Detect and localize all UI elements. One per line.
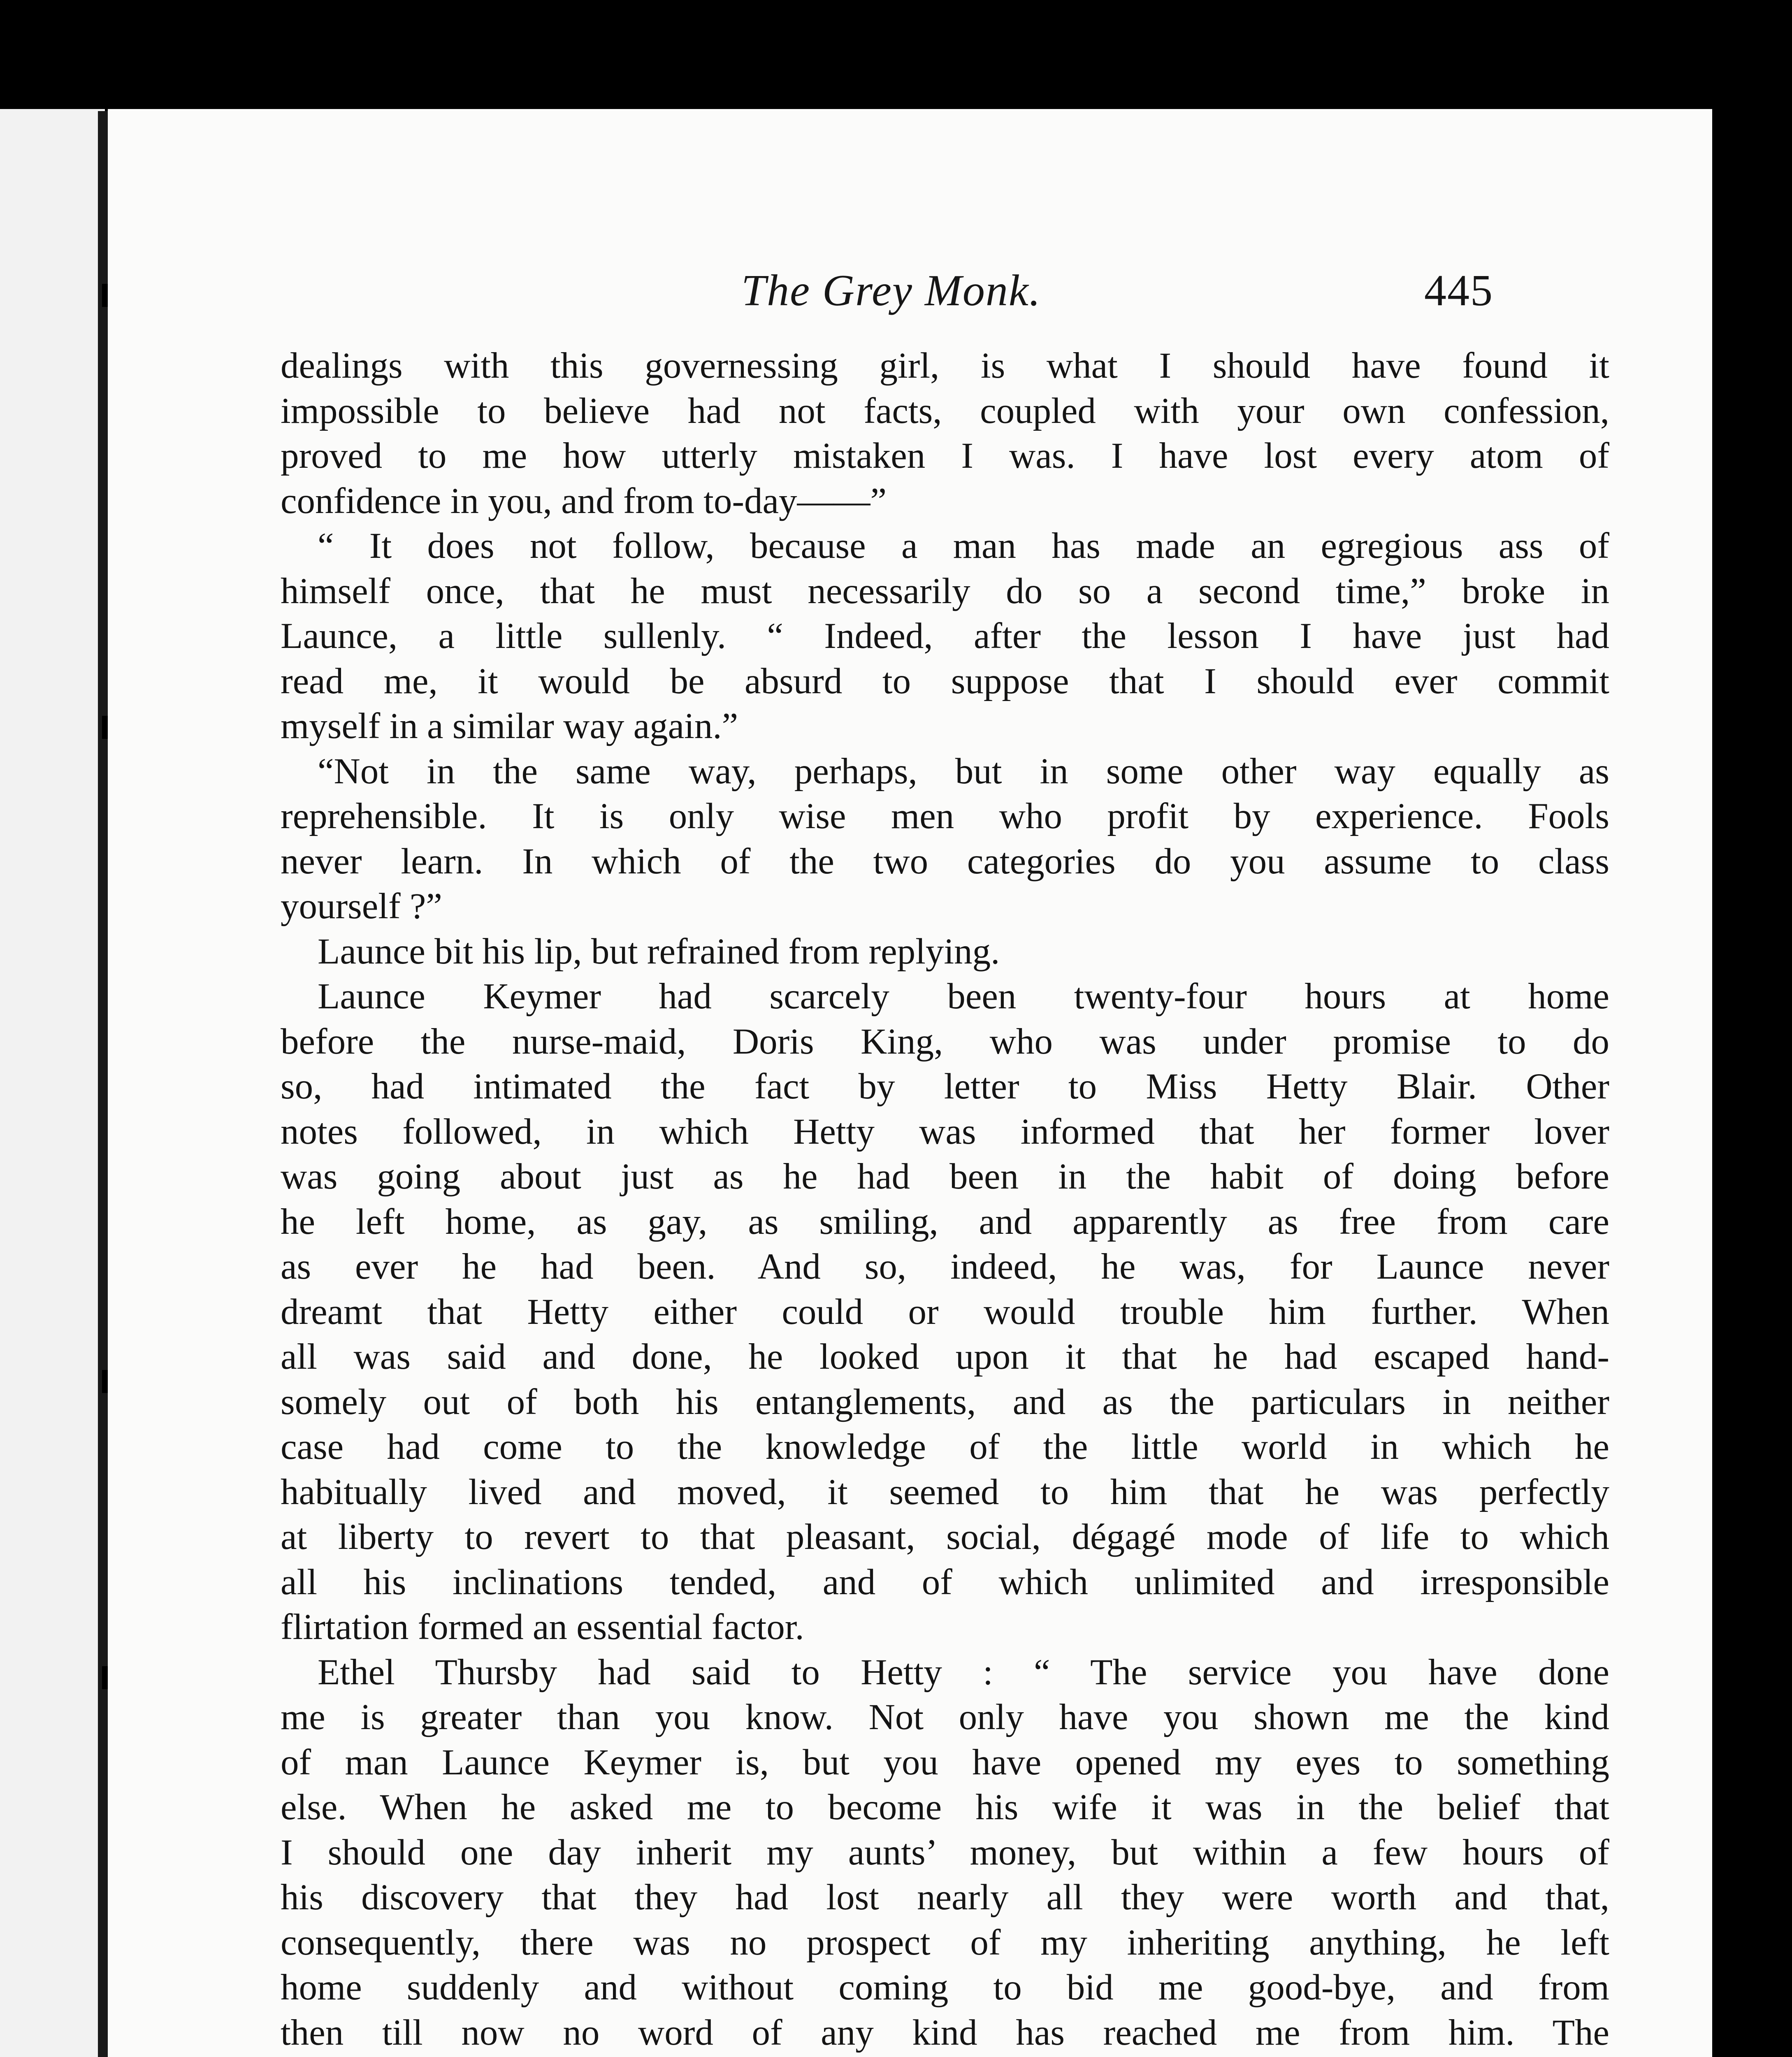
page-header xyxy=(108,265,1712,323)
text-line: before the nurse-maid, Doris King, who was under promise to do xyxy=(281,1021,1609,1062)
text-line: myself in a similar way again.” xyxy=(281,706,738,746)
text-line: Launce Keymer had scarcely been twenty-four hours at home xyxy=(318,976,1609,1017)
text-line: Ethel Thursby had said to Hetty : “ The service you have done xyxy=(318,1652,1609,1692)
text-line: me is greater than you know. Not only have you shown me the kind xyxy=(281,1697,1609,1737)
text-line: Launce, a little sullenly. “ Indeed, after the lesson I have just had xyxy=(281,616,1609,656)
text-line: consequently, there was no prospect of my inheriting anything, he left xyxy=(281,1922,1609,1963)
text-line: at liberty to revert to that pleasant, social, dégagé mode of life to which xyxy=(281,1517,1609,1557)
text-line: I should one day inherit my aunts’ money, but within a few hours of xyxy=(281,1832,1609,1873)
text-line: all his inclinations tended, and of which unlimited and irresponsible xyxy=(281,1562,1609,1602)
text-line: else. When he asked me to become his wife it was in the belief that xyxy=(281,1787,1609,1827)
book-spine xyxy=(98,111,109,2057)
text-line: his discovery that they had lost nearly all they were worth and that, xyxy=(281,1877,1609,1918)
text-line: “Not in the same way, perhaps, but in some other way equally as xyxy=(318,751,1609,792)
running-title: The Grey Monk. xyxy=(741,266,1041,315)
text-line: case had come to the knowledge of the little world in which he xyxy=(281,1427,1609,1467)
text-line: flirtation formed an essential factor. xyxy=(281,1607,804,1647)
text-line: “ It does not follow, because a man has made an egregious ass of xyxy=(318,526,1609,566)
text-line: of man Launce Keymer is, but you have opened my eyes to something xyxy=(281,1742,1609,1783)
text-line: himself once, that he must necessarily do so a second time,” broke in xyxy=(281,571,1609,611)
text-line: all was said and done, he looked upon it that he had escaped hand- xyxy=(281,1337,1609,1377)
text-line: dealings with this governessing girl, is what I should have found it xyxy=(281,346,1609,386)
book-page xyxy=(108,109,1712,2057)
body-text xyxy=(281,344,1609,2057)
text-line: yourself ?” xyxy=(281,886,442,926)
text-line: proved to me how utterly mistaken I was. I have lost every atom of xyxy=(281,436,1609,476)
text-line: dreamt that Hetty either could or would trouble him further. When xyxy=(281,1291,1609,1332)
facing-page-edge xyxy=(0,109,105,2057)
text-line: he left home, as gay, as smiling, and apparently as free from care xyxy=(281,1201,1609,1242)
text-line: as ever he had been. And so, indeed, he was, for Launce never xyxy=(281,1247,1609,1287)
page-number: 445 xyxy=(1424,266,1493,315)
text-line: never learn. In which of the two categories do you assume to class xyxy=(281,841,1609,882)
text-line: so, had intimated the fact by letter to Miss Hetty Blair. Other xyxy=(281,1066,1609,1107)
text-line: somely out of both his entanglements, and as the particulars in neither xyxy=(281,1381,1609,1422)
text-line: impossible to believe had not facts, coupled with your own confession, xyxy=(281,390,1609,431)
text-line: then till now no word of any kind has reached me from him. The xyxy=(281,2012,1609,2053)
text-line: reprehensible. It is only wise men who profit by experience. Fools xyxy=(281,796,1609,836)
text-line: confidence in you, and from to-day——” xyxy=(281,481,887,521)
text-line: home suddenly and without coming to bid me good-bye, and from xyxy=(281,1967,1609,2008)
text-line: habitually lived and moved, it seemed to him that he was perfectly xyxy=(281,1472,1609,1512)
text-line xyxy=(281,2055,1609,2057)
text-line: read me, it would be absurd to suppose that I should ever commit xyxy=(281,661,1609,701)
text-line: Launce bit his lip, but refrained from replying. xyxy=(318,931,1000,972)
text-line: was going about just as he had been in the habit of doing before xyxy=(281,1156,1609,1197)
text-line: notes followed, in which Hetty was informed that her former lover xyxy=(281,1111,1609,1152)
